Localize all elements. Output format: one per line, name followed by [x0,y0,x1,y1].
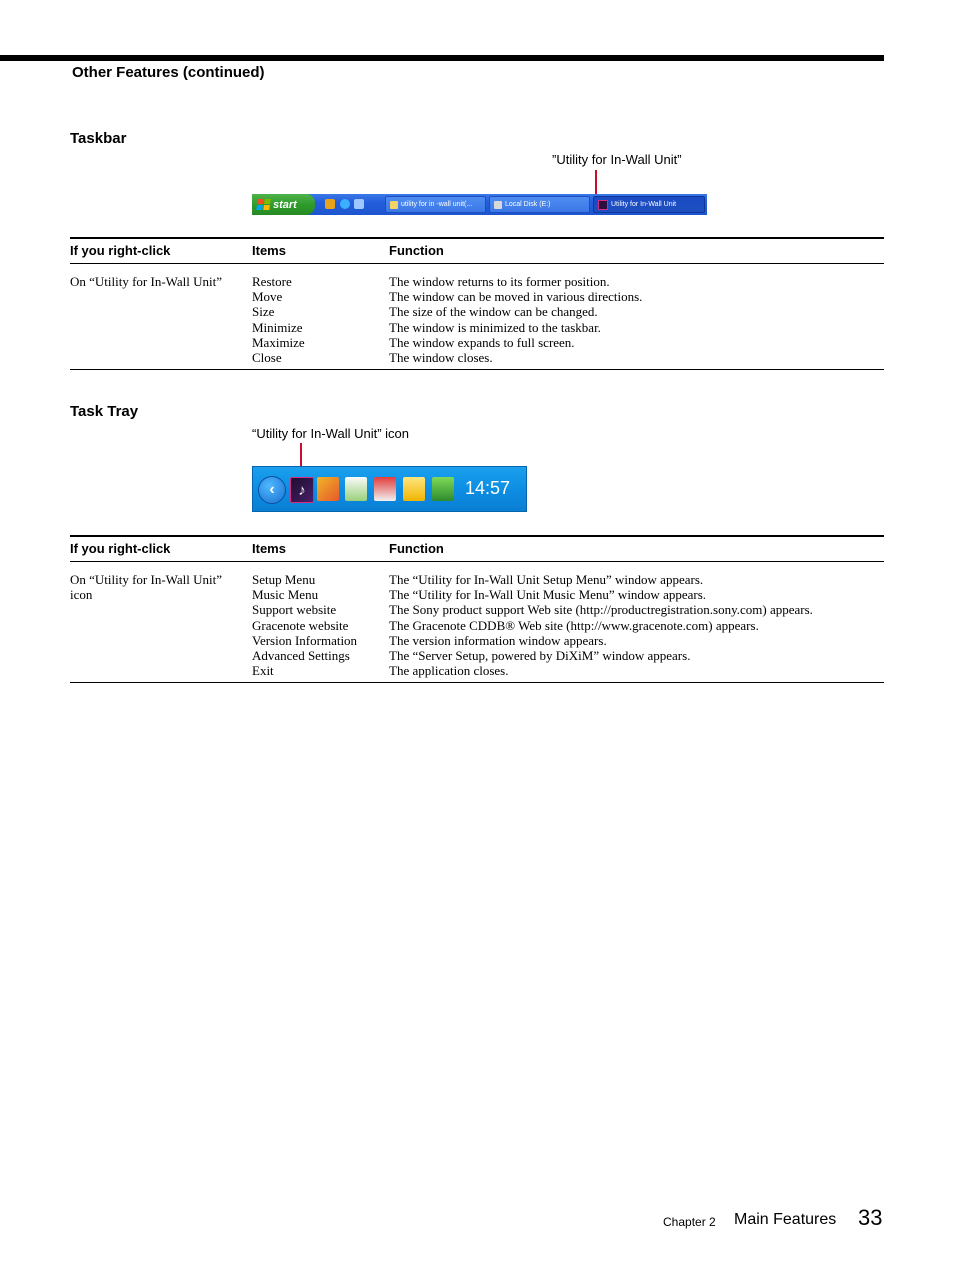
start-button[interactable] [252,194,315,215]
list-item: Exit [252,663,274,679]
table-row [70,264,884,370]
list-item: Restore [252,274,292,289]
list-item: The window returns to its former position. [389,274,610,289]
page-number: 33 [858,1205,883,1230]
top-rule [0,55,884,61]
functions-cell [389,264,884,370]
taskbar-button-utility-folder[interactable]: utility for in -wall unit(... [385,196,486,213]
quicklaunch-media-icon[interactable] [325,199,335,209]
list-item: Size [252,304,275,320]
chevron-left-icon[interactable]: ‹ [258,476,286,504]
taskbar-button-utility-app[interactable]: Utility for In-Wall Unit [593,196,705,213]
column-header-function: Function [389,536,884,562]
quicklaunch-browser-icon[interactable] [340,199,350,209]
context-cell [70,562,252,683]
list-item: The window expands to full screen. [389,334,575,350]
folder-icon [390,201,398,209]
page-header: Other Features (continued) [72,64,265,81]
list-item: Gracenote website [252,617,349,633]
utility-app-tray-icon[interactable]: ♪ [290,477,314,503]
list-item: The Gracenote CDDB® Web site (http://www.gracenote.com) appears. [389,617,759,633]
list-item: Minimize [252,319,303,335]
list-item: The “Server Setup, powered by DiXiM” window appears. [389,648,691,664]
taskbar-callout: ”Utility for In-Wall Unit” [552,152,682,167]
taskbar-section-title: Taskbar [70,130,127,147]
footer-title: Main Features [734,1211,837,1228]
list-item: The version information window appears. [389,632,607,648]
list-item: Setup Menu [252,572,316,587]
tray-section-title: Task Tray [70,403,139,420]
taskbar-table [70,237,884,370]
list-item: The “Utility for In-Wall Unit Setup Menu” window appears. [389,572,704,587]
drive-icon [494,201,502,209]
functions-cell [389,562,884,683]
context-cell: On “Utility for In-Wall Unit” [70,264,252,370]
taskbar-screenshot [252,194,707,215]
taskbar-button-local-disk[interactable]: Local Disk (E:) [489,196,590,213]
list-item: The application closes. [389,663,509,679]
network-tray-icon[interactable] [317,477,339,501]
tray-table [70,535,884,683]
list-item: Advanced Settings [252,648,350,664]
column-header-function: Function [389,238,884,264]
column-header-right-click: If you right-click [70,536,252,562]
utility-app-icon [598,200,608,210]
quicklaunch-desktop-icon[interactable] [354,199,364,209]
display-tray-icon[interactable] [403,477,425,501]
computer-tray-icon[interactable] [345,477,367,501]
column-header-right-click: If you right-click [70,238,252,264]
list-item: Music Menu [252,587,319,603]
list-item: The window closes. [389,350,493,366]
list-item: The “Utility for In-Wall Unit Music Menu” window appears. [389,587,707,603]
tray-screenshot [252,466,527,512]
column-header-items: Items [252,238,389,264]
list-item: Support website [252,602,337,618]
list-item: The size of the window can be changed. [389,304,598,320]
column-header-items: Items [252,536,389,562]
items-cell [252,562,389,683]
windows-logo-icon [256,199,271,210]
context-line: icon [70,587,93,603]
table-row [70,562,884,683]
start-label: start [273,198,297,211]
context-line: On “Utility for In-Wall Unit” [70,572,223,587]
list-item: Version Information [252,632,358,648]
lan-tray-icon[interactable] [432,477,454,501]
list-item: Maximize [252,334,305,350]
tray-callout: “Utility for In-Wall Unit” icon [252,426,409,441]
list-item: The Sony product support Web site (http://productregistration.sony.com) appears. [389,602,813,618]
list-item: Close [252,350,282,366]
footer-chapter: Chapter 2 [663,1215,716,1229]
tray-clock[interactable]: 14:57 [465,478,511,498]
list-item: Move [252,289,283,305]
items-cell [252,264,389,370]
list-item: The window can be moved in various directions. [389,289,643,305]
list-item: The window is minimized to the taskbar. [389,319,601,335]
device-tray-icon[interactable] [374,477,396,501]
